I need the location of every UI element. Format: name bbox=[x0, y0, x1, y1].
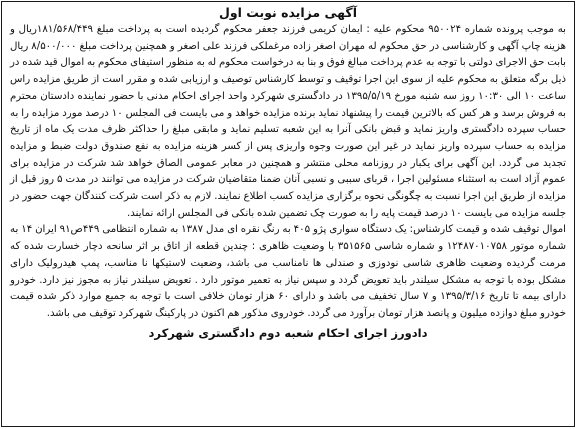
notice-paragraph-main: به موجب پرونده شماره ۹۵۰۰۲۴ محکوم علیه : ایمان کریمی فرزند جعفر محکوم گردیده است به پرداخت مبلغ ۱۸۱/۵۶۸/۴۴۹ریال و هزینه چاپ آگهی و کارشناسی در حق محکوم له مهران اصغر زاده مرغملکی فرزند علی اصغر و همچنین پرداخت مبلغ ۸/۵۰۰/۰۰۰ ریال بابت حق الاجرای دولتی با توجه به عدم پرداخت مبالغ فوق و بنا به درخواست محکوم له به منظور استیفای محکوم به اموال قید شده در ذیل برگه متعلق به محکوم علیه از سوی این اجرا توقیف و توسط کارشناس توصیف و ارزیابی شده و مقرر است از طریق مزایده راس ساعت ۱۰ الی ۱۰:۳۰ روز سه شنبه مورخ ۱۳۹۵/۵/۱۹ در دادگستری شهرکرد واحد اجرای احکام مدنی با حضور نماینده دادستان محترم به فروش برسد و هر کس که بالاترین قیمت را پیشنهاد نماید برنده مزایده خواهد و می بایست فی المجلس ۱۰ درصد مورد مزایده را به حساب سپرده دادگستری واریز نماید و قبض بانکی آنرا به این شعبه تسلیم نماید و مابقی مبلغ را حداکثر ظرف مدت یک ماه از تاریخ مزایده به حساب سپرده واریز نماید در غیر این صورت وجوه واریزی پس از کسر هزینه مزایده به نفع صندوق دولت ضبط و مزایده تجدید می گردد. این آگهی برای یکبار در روزنامه محلی منتشر و همچنین در معابر عمومی الصاق خواهد شد شرکت در مزایده برای عموم آزاد است به استثناء مسئولین اجرا ، قربای سببی و نسبی آنان ضمنا متقاضیان شرکت در مزایده می توانند در مدت ۵ روز قبل از مزایده از طریق این اجرا نسبت به چگونگی نحوه برگزاری مزایده کسب اطلاع نمایند. لازم به ذکر است شرکت کنندگان جهت حضور در جلسه مزایده می بایست ۱۰ درصد قیمت پایه را به صورت چک تضمین شده بانکی فی المجلس ارائه نمایند. bbox=[10, 24, 567, 219]
notice-title: آگهی مزایده نوبت اول bbox=[219, 5, 357, 20]
notice-paragraph-property: اموال توقیف شده و قیمت کارشناس: یک دستگاه سواری پژو ۴۰۵ به رنگ نقره ای مدل ۱۳۸۷ به شماره انتظامی ۴۴۹ص۹۱ ایران ۱۴ به شماره موتور ۱۲۴۸۷۰۱۰۷۵۸ و شماره شاسی ۳۵۱۵۶۵ با وضعیت ظاهری : چندین قطعه از اتاق بر اثر سانحه دچار خسارت شده که مرمت گردیده وضعیت ظاهری شاسی نودوزی و صندلی ها نامناسب می باشد، وضعیت لاستیکها نا مناسب، پمپ هیدرولیک دارای مشکل بوده با توجه به مشکل سیلندر باید تعویض گردد و سپس نیاز به تعمیر موتور دارد . تعویض سیلندر نیاز به مجوز نیز دارد. خودرو دارای بیمه تا تاریخ ۱۳۹۵/۳/۱۶ و ۷ سال تخفیف می باشد و دارای ۶۰ هزار تومان خلافی است با توجه به جمیع موارد ذکر شده قیمت خودرو مبلغ دوازده میلیون و پانصد هزار تومان برآورد می گردد. خودروی مذکور هم اکنون در پارکینگ شهرکرد توقیف می باشد. bbox=[10, 224, 567, 319]
auction-notice bbox=[1, 1, 575, 427]
notice-body bbox=[10, 22, 566, 323]
notice-signature: دادورز اجرای احکام شعبه دوم دادگستری شهرکرد bbox=[148, 325, 428, 340]
